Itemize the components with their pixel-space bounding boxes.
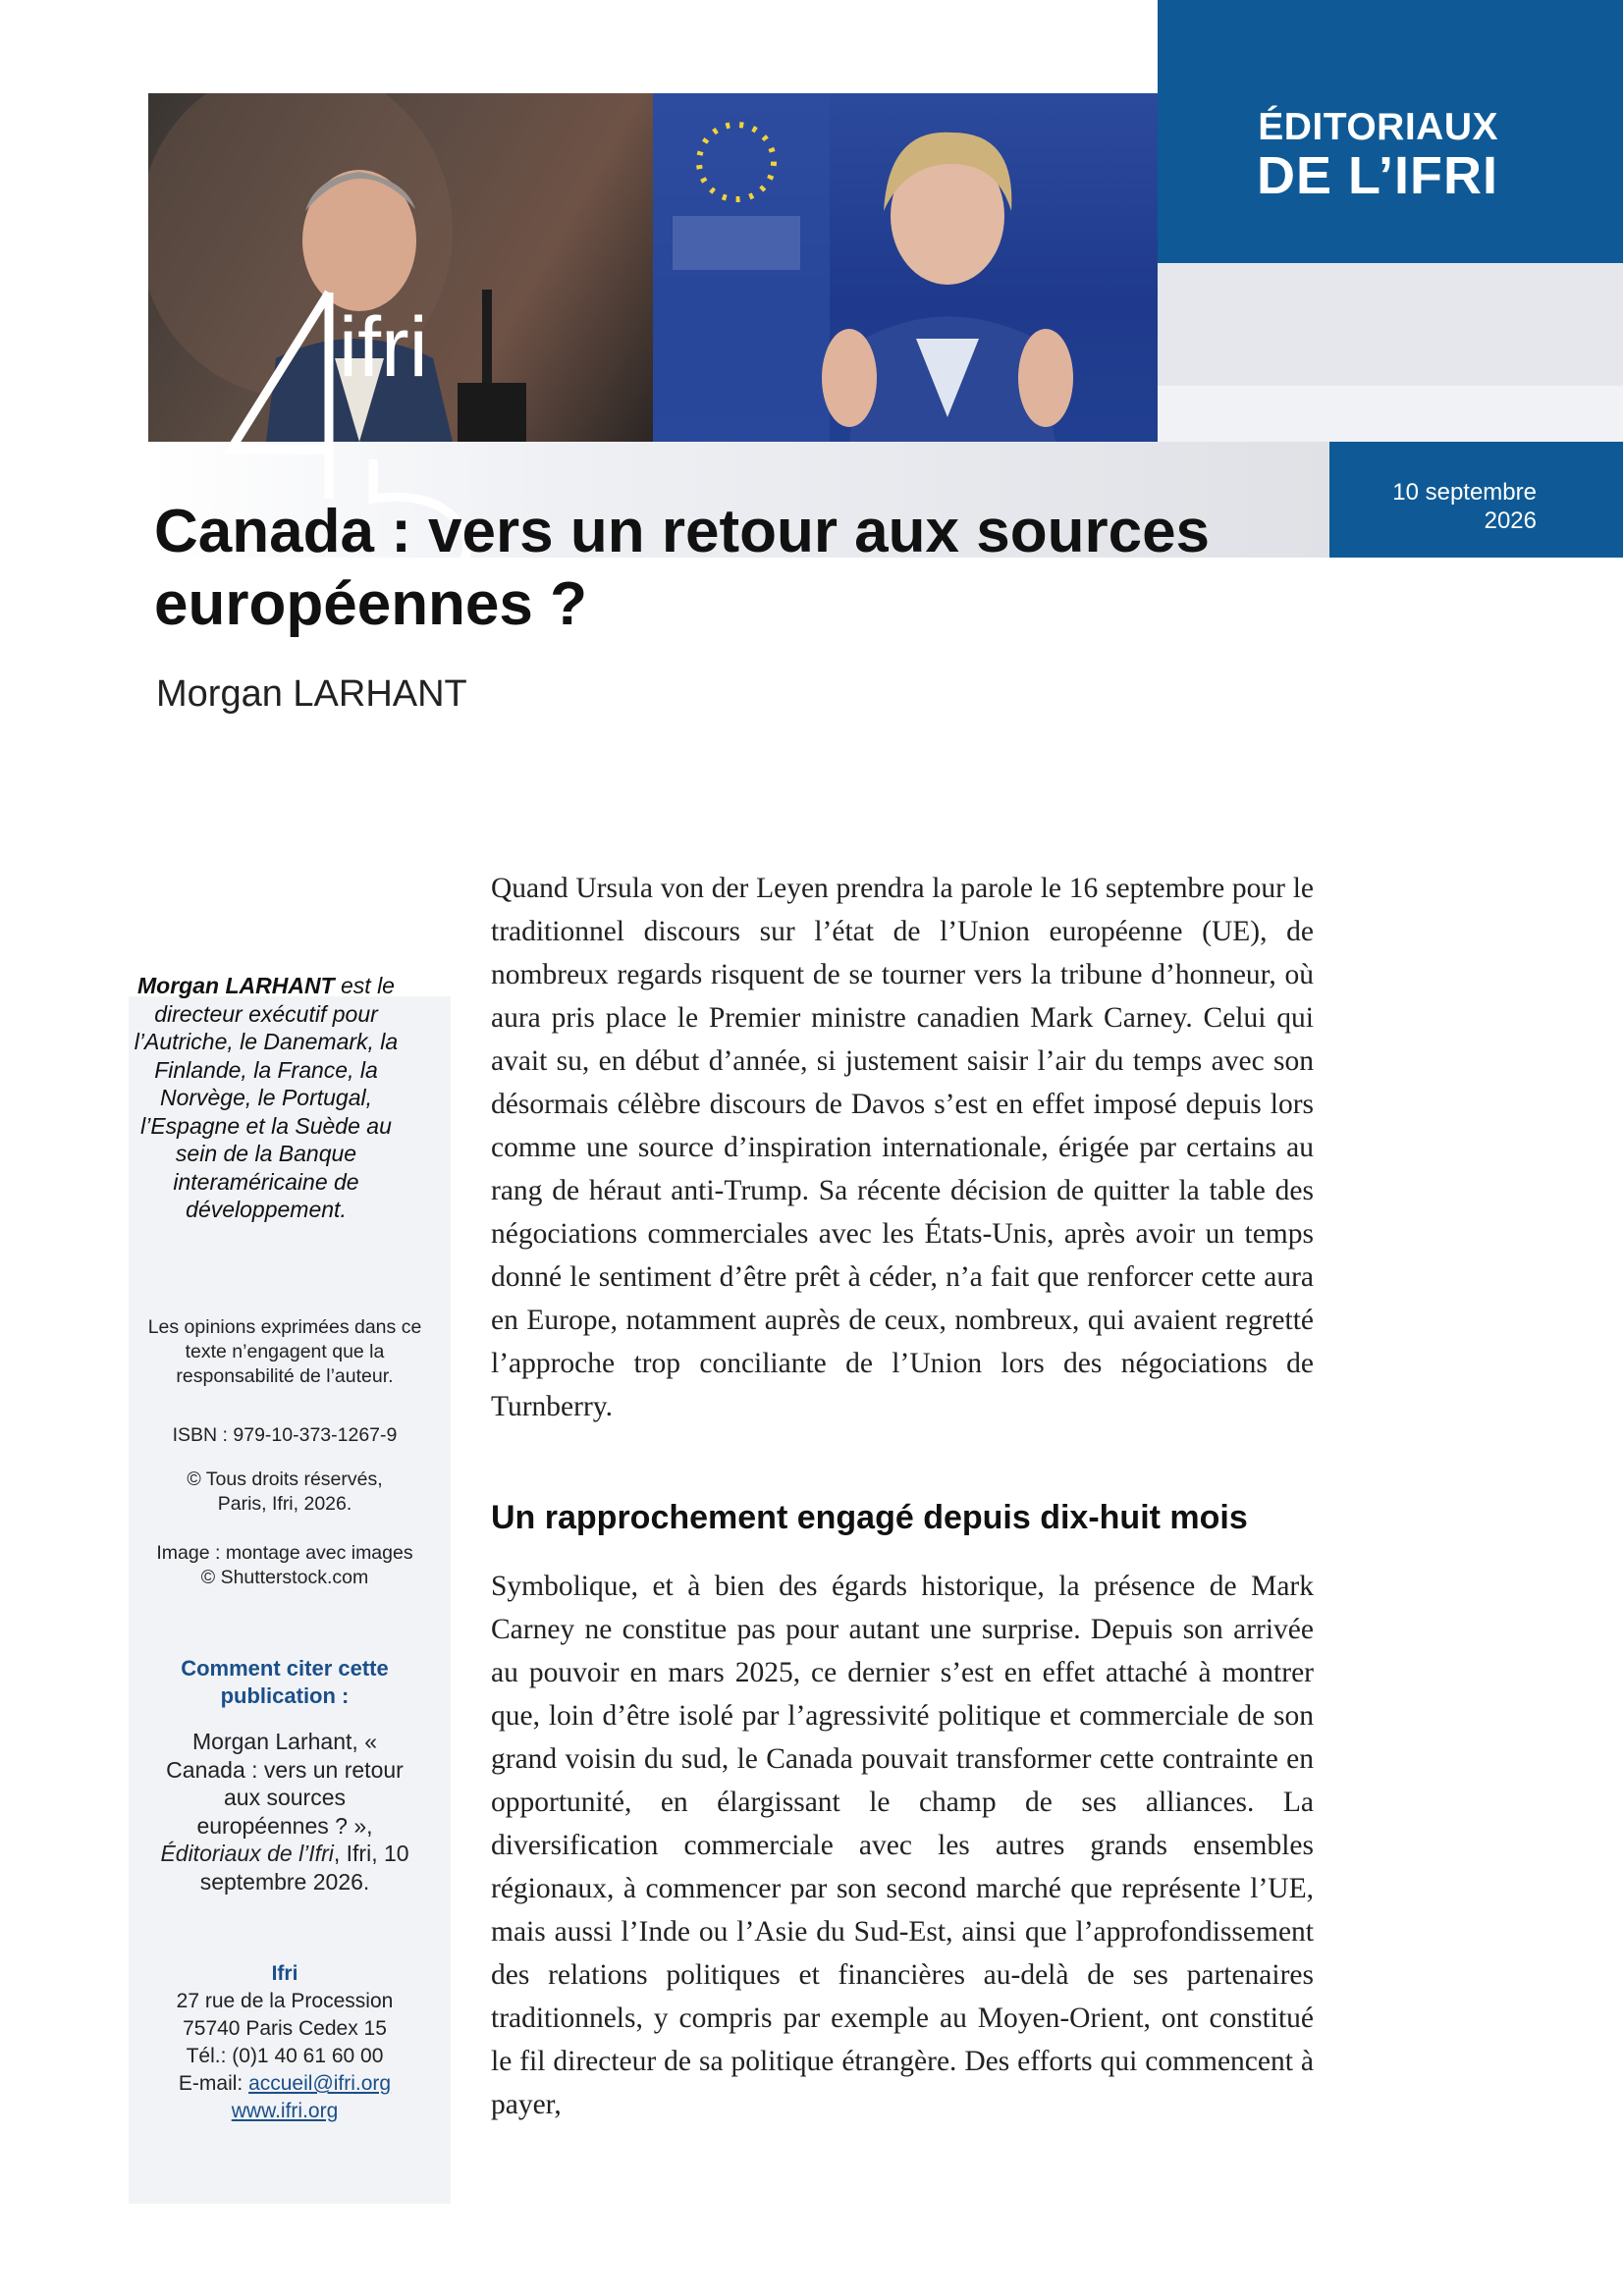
author-bio-name: Morgan LARHANT bbox=[137, 973, 335, 998]
series-title-line1: ÉDITORIAUX bbox=[1258, 106, 1498, 148]
photo-ursula-von-der-leyen bbox=[653, 93, 1158, 442]
cite-author: Morgan Larhant, bbox=[192, 1729, 358, 1754]
image-credit: Image : montage avec images © Shutterstock.com bbox=[156, 1542, 413, 1588]
email-link[interactable]: accueil@ifri.org bbox=[248, 2072, 392, 2095]
author-bio-text: est le directeur exécutif pour l’Autriche, le Danemark, la Finlande, la France, la Norvège, le Portugal, l’Espagne et la Suède au sein de la Banque interaméricaine de développement. bbox=[134, 973, 399, 1222]
section-heading: Un rapprochement engagé depuis dix-huit mois bbox=[491, 1499, 1248, 1536]
date-box bbox=[1329, 442, 1623, 558]
cite-title: « Canada : vers un retour aux sources européennes ? », bbox=[166, 1729, 404, 1839]
email-label: E-mail: bbox=[178, 2072, 249, 2095]
header-grey-panel bbox=[1158, 263, 1623, 386]
copyright: © Tous droits réservés, Paris, Ifri, 2026. bbox=[187, 1468, 383, 1515]
cite-series: Éditoriaux de l’Ifri bbox=[160, 1841, 334, 1866]
header-light-panel bbox=[1158, 386, 1623, 442]
address-org: Ifri bbox=[271, 1962, 298, 1985]
cite-rest: , Ifri, 10 septembre 2026. bbox=[199, 1841, 409, 1895]
date-day-month: 10 septembre bbox=[1392, 479, 1537, 506]
body-paragraph-1: Quand Ursula von der Leyen prendra la parole le 16 septembre pour le traditionnel discours sur l’état de l’Union européenne (UE), de nombreux regards risquent de se tourner vers la tribune d’honneur, où aura pris place le Premier ministre canadien Mark Carney. Celui qui avait su, en début d’année, si justement saisir l’air du temps avec son désormais célèbre discours de Davos s’est en effet imposé depuis lors comme une source d’inspiration internationale, érigée par certains au rang de héraut anti-Trump. Sa récente décision de quitter la table des négociations commerciales avec les États-Unis, après avoir un temps donné le sentiment d’être prêt à céder, n’a fait que renforcer cette aura en Europe, notamment auprès de ceux, nombreux, qui avaient regretté l’approche trop conciliante de l’Union lors des négociations de Turnberry. bbox=[491, 873, 1314, 1422]
citation bbox=[129, 1728, 441, 1896]
isbn: ISBN : 979-10-373-1267-9 bbox=[172, 1424, 398, 1446]
body-paragraph-2: Symbolique, et à bien des égards historique, la présence de Mark Carney ne constitue pas pour autant une surprise. Depuis son arrivée au pouvoir en mars 2025, ce dernier s’est en effet attaché à montrer que, loin d’être isolé par l’agressivité politique et commerciale de son grand voisin du sud, le Canada pouvait transformer cette contrainte en opportunité, en élargissant le champ de ses alliances. La diversification commerciale avec les autres grands ensembles régionaux, à commencer par son second marché que représente l’UE, mais aussi l’Inde ou l’Asie du Sud-Est, ainsi que l’approfondissement des relations politiques et financières au-delà de ses partenaires traditionnels, y compris par exemple au Moyen-Orient, ont constitué le fil directeur de sa politique étrangère. Des efforts qui commencent à payer, bbox=[491, 1571, 1314, 2120]
disclaimer: Les opinions exprimées dans ce texte n’engagent que la responsabilité de l’auteur. bbox=[147, 1316, 422, 1387]
cite-heading: Comment citer cette publication : bbox=[181, 1656, 389, 1708]
address-phone: Tél.: (0)1 40 61 60 00 bbox=[186, 2045, 384, 2067]
article-title bbox=[154, 496, 1283, 641]
address-street: 27 rue de la Procession bbox=[176, 1990, 394, 2012]
date-year: 2026 bbox=[1484, 507, 1537, 534]
title-line2: européennes ? bbox=[154, 570, 587, 638]
series-title-line2: DE L’IFRI bbox=[1256, 146, 1498, 205]
article-author: Morgan LARHANT bbox=[156, 673, 467, 715]
editorial-series-box bbox=[1158, 0, 1623, 263]
address-city: 75740 Paris Cedex 15 bbox=[183, 2017, 387, 2040]
publication-date bbox=[1392, 478, 1537, 535]
title-line1: Canada : vers un retour aux sources bbox=[154, 498, 1211, 565]
website-link[interactable]: www.ifri.org bbox=[231, 2100, 339, 2122]
address-email-line bbox=[129, 2070, 441, 2098]
author-bio bbox=[129, 972, 404, 1224]
website-line bbox=[129, 2098, 441, 2125]
ifri-logo-text: ifri bbox=[339, 300, 428, 395]
address-block bbox=[129, 1960, 441, 2125]
